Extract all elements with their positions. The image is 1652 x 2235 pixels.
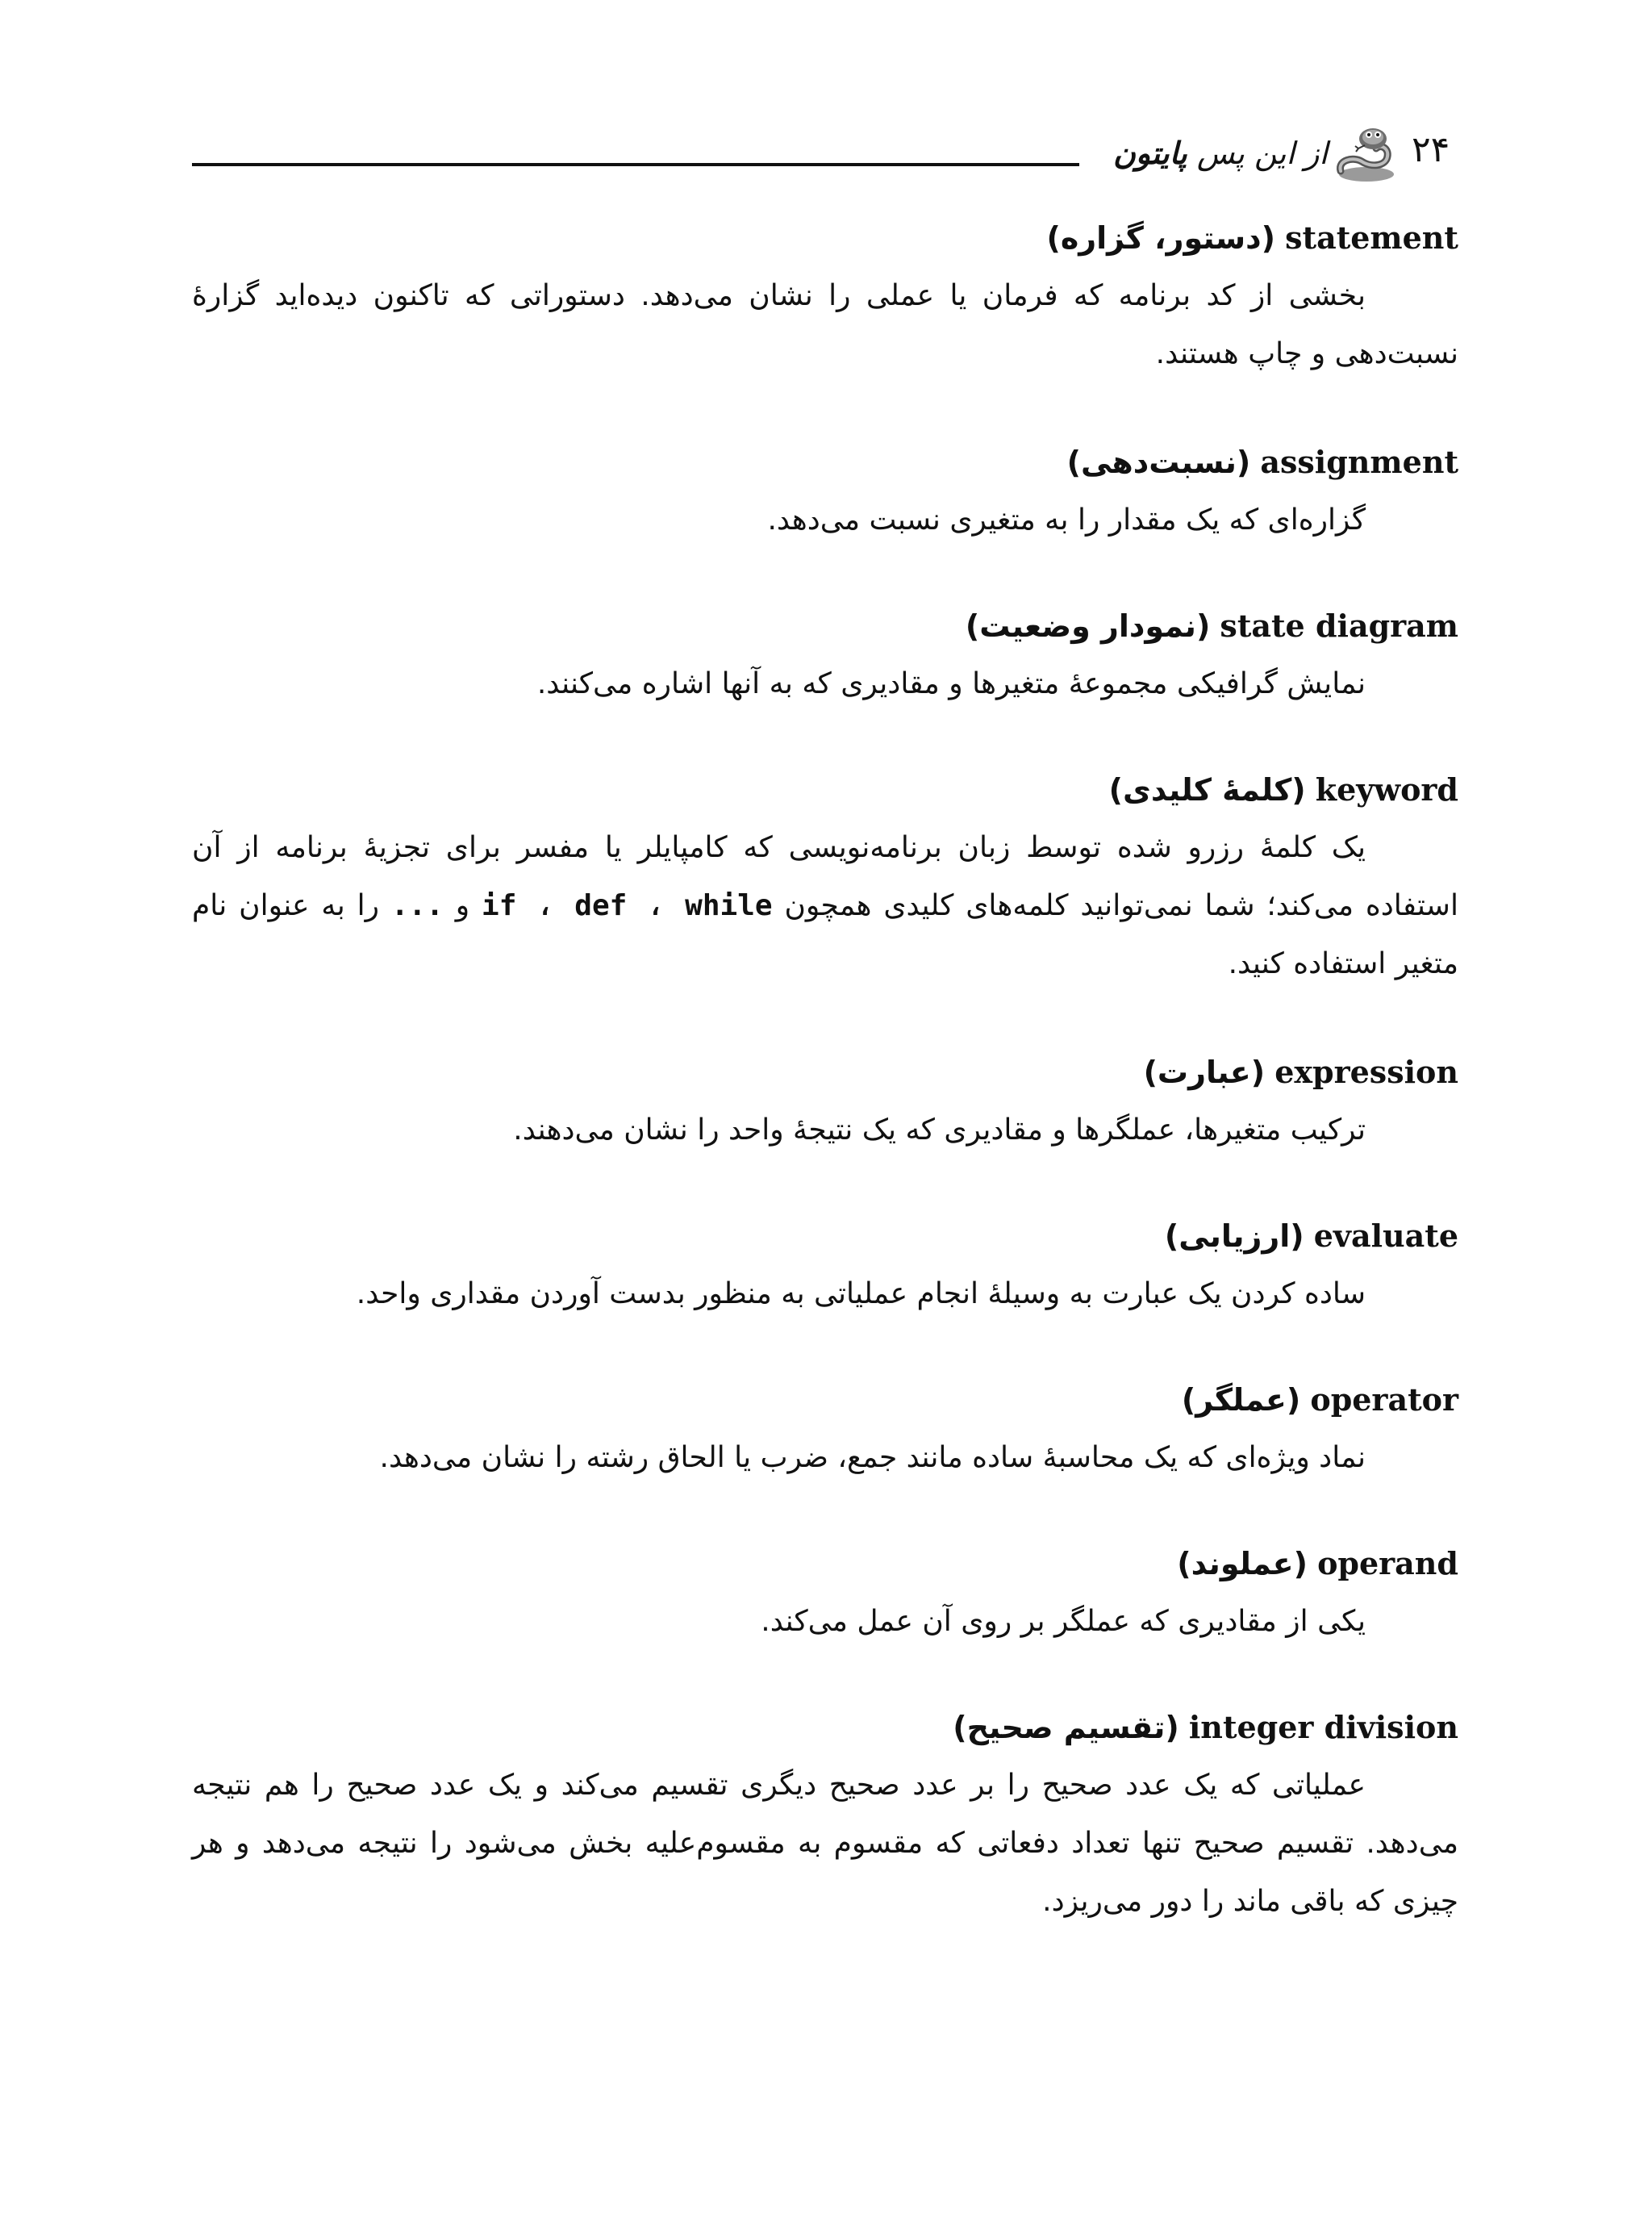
term-persian: (نمودار وضعیت) xyxy=(965,608,1211,644)
glossary-entry-statement xyxy=(192,214,1458,383)
term-persian: (نسبت‌دهی) xyxy=(1066,445,1251,480)
glossary-entry-evaluate xyxy=(192,1212,1458,1323)
term-persian: (عبارت) xyxy=(1143,1055,1266,1090)
definition-text: را به عنوان نام متغیر استفاده کنید. xyxy=(192,889,1458,980)
glossary-term xyxy=(192,1376,1458,1424)
term-english: operator xyxy=(1310,1381,1458,1418)
term-english: state diagram xyxy=(1220,608,1458,644)
glossary-list xyxy=(192,214,1458,1931)
term-persian: (تقسیم صحیح) xyxy=(953,1710,1179,1745)
python-snake-icon xyxy=(1329,121,1404,186)
glossary-entry-assignment xyxy=(192,438,1458,549)
term-definition: بخشی از کد برنامه که فرمان یا عملی را نشان می‌دهد. دستوراتی که تاکنون دیده‌اید گزارهٔ نسبت‌دهی و چاپ هستند. xyxy=(192,279,1458,370)
glossary-term xyxy=(192,1539,1458,1588)
running-header xyxy=(192,121,1458,186)
term-english: statement xyxy=(1285,219,1458,256)
header-title-brand: پایتون xyxy=(1113,136,1187,171)
term-persian: (کلمهٔ کلیدی) xyxy=(1108,772,1306,808)
term-definition: ترکیب متغیرها، عملگرها و مقادیری که یک نتیجهٔ واحد را نشان می‌دهند. xyxy=(513,1113,1366,1147)
glossary-entry-operand xyxy=(192,1539,1458,1651)
term-definition xyxy=(192,819,1458,993)
glossary-term xyxy=(192,1703,1458,1752)
term-persian: (ارزیابی) xyxy=(1164,1218,1304,1254)
term-definition: ساده کردن یک عبارت به وسیلهٔ انجام عملیاتی به منظور بدست آوردن مقداری واحد. xyxy=(356,1277,1366,1310)
glossary-term xyxy=(192,214,1458,262)
definition-text: یک کلمهٔ رزرو شده توسط زبان برنامه‌نویسی که کامپایلر یا مفسر برای تجزیهٔ برنامه از آن استفاده می‌کند؛ شما نمی‌توانید کلمه‌های کلیدی همچون xyxy=(192,831,1458,922)
term-english: operand xyxy=(1317,1545,1458,1581)
term-english: evaluate xyxy=(1313,1218,1458,1254)
term-persian: (عملوند) xyxy=(1177,1546,1308,1581)
glossary-entry-keyword xyxy=(192,766,1458,993)
glossary-term xyxy=(192,766,1458,814)
term-definition: یکی از مقادیری که عملگر بر روی آن عمل می‌کند. xyxy=(761,1605,1366,1638)
glossary-term xyxy=(192,1212,1458,1260)
code-ellipsis: ... xyxy=(390,889,444,922)
header-rule xyxy=(192,163,1079,166)
term-definition: نمایش گرافیکی مجموعهٔ متغیرها و مقادیری که به آنها اشاره می‌کنند. xyxy=(536,667,1366,700)
glossary-entry-state-diagram xyxy=(192,602,1458,713)
code-keywords: if ، def ، while xyxy=(482,889,773,922)
term-persian: (دستور، گزاره) xyxy=(1046,220,1276,256)
glossary-entry-expression xyxy=(192,1048,1458,1159)
header-title-prefix: از این پس xyxy=(1196,136,1328,171)
glossary-term xyxy=(192,602,1458,650)
term-persian: (عملگر) xyxy=(1181,1382,1301,1418)
term-english: integer division xyxy=(1188,1709,1458,1745)
glossary-term xyxy=(192,438,1458,487)
term-definition: نماد ویژه‌ای که یک محاسبهٔ ساده مانند جمع، ضرب یا الحاق رشته را نشان می‌دهد. xyxy=(379,1441,1366,1474)
glossary-entry-operator xyxy=(192,1376,1458,1487)
page-number: ۲۴ xyxy=(1412,129,1450,170)
definition-conjunction: و xyxy=(455,889,470,922)
term-english: keyword xyxy=(1315,771,1458,808)
glossary-term xyxy=(192,1048,1458,1097)
glossary-entry-integer-division xyxy=(192,1703,1458,1931)
term-english: expression xyxy=(1274,1054,1458,1090)
term-definition: عملیاتی که یک عدد صحیح را بر عدد صحیح دیگری تقسیم می‌کند و یک عدد صحیح را هم نتیجه می‌دهد. تقسیم صحیح تنها تعداد دفعاتی که مقسوم به مقسوم‌علیه بخش می‌شود را نتیجه می‌دهد و هر چیزی که باقی ماند را دور می‌ریزد. xyxy=(192,1769,1458,1918)
term-english: assignment xyxy=(1260,444,1458,480)
header-title xyxy=(1086,129,1328,178)
term-definition: گزاره‌ای که یک مقدار را به متغیری نسبت می‌دهد. xyxy=(767,503,1366,537)
